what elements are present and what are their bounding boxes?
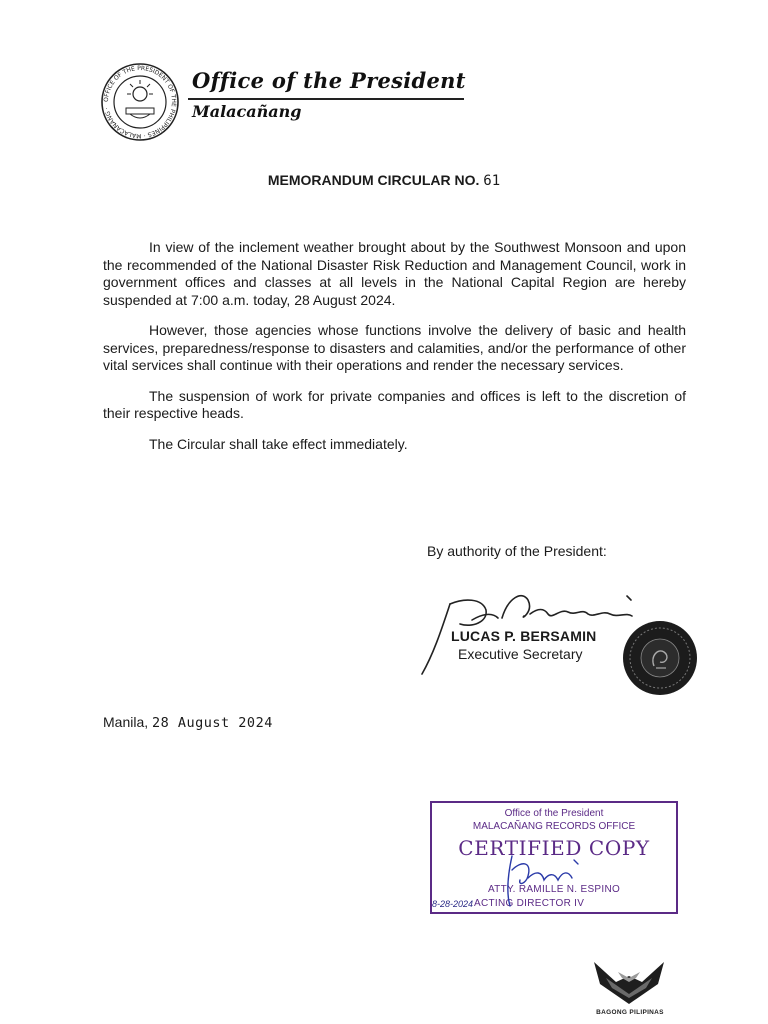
stamp-handwritten-date: 8-28-2024 (432, 899, 474, 909)
stamp-signature (498, 850, 588, 910)
seal-text: OFFICE OF THE PRESIDENT OF THE PHILIPPINES · MALACAÑANG · (102, 64, 178, 140)
body-paragraph-3: The suspension of work for private companies and offices is left to the discretion of their respective heads. (103, 387, 686, 421)
stamp-office: Office of the President (504, 808, 604, 819)
body-paragraph-1: In view of the inclement weather brought about by the Southwest Monsoon and upon the recommended of the National Disaster Risk Reduction and Management Council, work in government offices and classes at all levels in the National Capital Region are hereby suspended at 7:00 a.m. today, 28 August 2024. (103, 239, 686, 308)
stamp-officer-title: ACTING DIRECTOR IV (474, 898, 585, 909)
stamp-heading: CERTIFIED COPY (458, 836, 650, 860)
date: 28 August 2024 (152, 715, 273, 731)
memorandum-label: MEMORANDUM CIRCULAR NO. (267, 172, 480, 188)
letterhead-subtitle: Malacañang (192, 102, 302, 121)
bagong-pilipinas-logo (592, 958, 666, 1008)
authority-line: By authority of the President: (427, 543, 607, 559)
signatory-title: Executive Secretary (458, 646, 583, 662)
place: Manila, (103, 714, 149, 730)
stamp-records-office: MALACAÑANG RECORDS OFFICE (472, 821, 636, 832)
dry-seal (622, 620, 698, 696)
letterhead-title: Office of the President (192, 68, 466, 93)
place-date (103, 714, 273, 731)
stamp-officer: ATTY. RAMILLE N. ESPINO (487, 884, 621, 895)
body-paragraph-2: However, those agencies whose functions involve the delivery of basic and health services, preparedness/response to disasters and calamities, and/or the performance of other vital services shall continue with their operations and render the necessary services. (103, 322, 686, 373)
memorandum-number: 61 (483, 173, 501, 189)
office-of-the-president-seal (100, 62, 180, 142)
bagong-pilipinas-text: BAGONG PILIPINAS (596, 1009, 664, 1016)
memorandum-body (103, 239, 686, 466)
body-paragraph-4: The Circular shall take effect immediately. (149, 435, 408, 452)
signatory-name: LUCAS P. BERSAMIN (451, 628, 597, 644)
memorandum-title (0, 172, 768, 189)
letterhead-rule (188, 98, 464, 100)
